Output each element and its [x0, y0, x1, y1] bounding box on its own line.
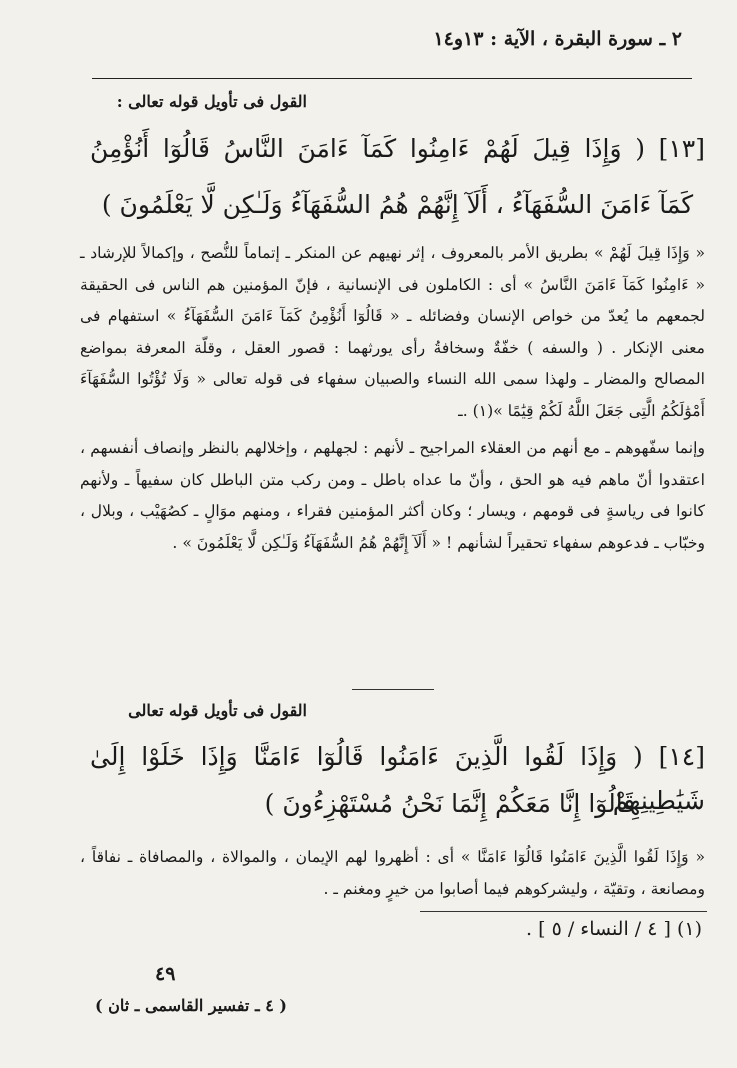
section-separator	[352, 689, 434, 690]
commentary-14-para1: « وَإِذَا لَقُوا الَّذِينَ ءَامَنُوا قَالُوٓا ءَامَنَّا » أى : أظهروا لهم الإيمان ، والموالاة ، والمصافاة ـ نفاقاً ، ومصانعة ، وتقيّة ، وليشركوهم فيما أصابوا من خيرٍ ومغنم ـ .	[80, 848, 705, 898]
verse-13-line1: [١٣] ( وَإِذَا قِيلَ لَهُمْ ءَامِنُوا كَمَآ ءَامَنَ النَّاسُ قَالُوٓا أَنُؤْمِنُ	[90, 134, 705, 163]
commentary-13-para2: وإنما سفّهوهم ـ مع أنهم من العقلاء المراجيح ـ لأنهم : لجهلهم ، وإخلالهم بالنظر وإنصاف أنفسهم ، اعتقدوا أنّ ماهم فيه هو الحق ، وأنّ ما عداه باطل ـ ومن ركب متن الباطل كان سفيهاً ـ ولأنهم كانوا فى رياسةٍ فى قومهم ، ويسار ؛ وكان أكثر المؤمنين فقراء ، ومنهم موَالٍ ـ كصُهَيْب ، وبلال ، وخبّاب ـ فدعوهم سفهاء تحقيراً لشأنهم ! « أَلَآ إِنَّهُمْ هُمُ السُّفَهَآءُ وَلَـٰكِن لَّا يَعْلَمُونَ » .	[80, 439, 705, 552]
commentary-13-para1: « وَإِذَا قِيلَ لَهُمْ » بطريق الأمر بالمعروف ، إثر نهيهم عن المنكر ـ إتماماً للنُّصح ، وإكمالاً للإرشاد ـ « ءَامِنُوا كَمَآ ءَامَنَ النَّاسُ » أى : الكاملون فى الإنسانية ، فإنّ المؤمنين هم الناس فى الحقيقة لجمعهم ما يُعدّ من خواص الإنسان وفضائله ـ « قَالُوٓا أَنُؤْمِنُ كَمَآ ءَامَنَ السُّفَهَآءُ » استفهام فى معنى الإنكار . ( والسفه ) خفّةٌ وسخافةُ رأى يورثهما : قصور العقل ، وقلّة المعرفة بمواضع المصالح والمضار ـ ولهذا سمى الله النساء والصبيان سفهاء فى قوله تعالى « وَلَا تُؤْتُوا السُّفَهَآءَ أَمْوَٰلَكُمُ الَّتِى جَعَلَ اللَّهُ لَكُمْ قِيَٰمًا »(١) .ـ	[80, 244, 705, 420]
signature-mark: ( ٤ ـ تفسير القاسمى ـ ثان )	[95, 996, 287, 1015]
commentary-13	[80, 238, 705, 559]
header-rule	[92, 78, 692, 79]
verse-13-line2: كَمَآ ءَامَنَ السُّفَهَآءُ ، أَلَآ إِنَّهُمْ هُمُ السُّفَهَآءُ وَلَـٰكِن لَّا يَعْلَمُونَ )	[101, 190, 694, 219]
running-header	[92, 28, 692, 50]
footnote: (١) [ ٤ / النساء / ٥ ] .	[526, 918, 702, 940]
header-title: ٢ ـ سورة البقرة ، الآية : ١٣و١٤	[433, 28, 682, 50]
verse-14-line1: [١٤] ( وَإِذَا لَقُوا الَّذِينَ ءَامَنُوا قَالُوٓا ءَامَنَّا وَإِذَا خَلَوْا إِلَىٰ شَيَٰطِينِهِمْ	[90, 742, 705, 815]
verse-14-line2: قَالُوٓا إِنَّا مَعَكُمْ إِنَّمَا نَحْنُ مُسْتَهْزِءُونَ )	[264, 789, 636, 818]
section-heading-13: القول فى تأويل قوله تعالى :	[116, 92, 307, 111]
commentary-14	[80, 842, 705, 905]
footnote-rule	[420, 911, 707, 912]
section-heading-14: القول فى تأويل قوله تعالى	[128, 701, 307, 720]
page-number: ٤٩	[155, 963, 176, 985]
